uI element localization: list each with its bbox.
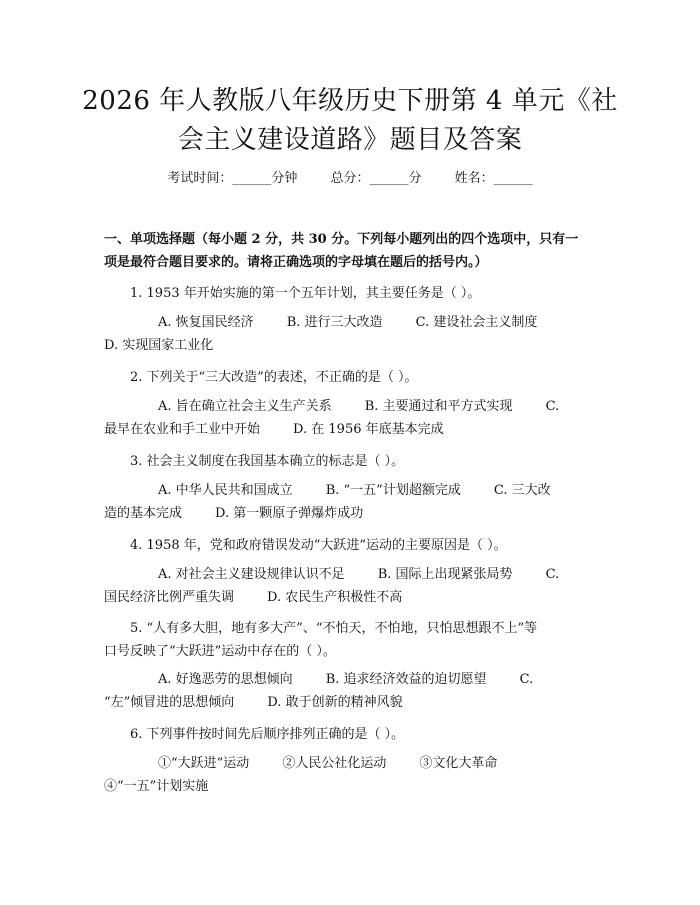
- question-1-options: [104, 311, 600, 357]
- question-2-stem: 2. 下列关于“三大改造”的表述，不正确的是（ ）。: [130, 370, 418, 385]
- question-6-options-line-2: ④“一五”计划实施: [104, 779, 209, 794]
- question-3-options-line-1: A. 中华人民共和国成立 B. “一五”计划超额完成 C. 三大改: [158, 483, 551, 498]
- question-2-options-line-2: 最早在农业和手工业中开始 D. 在 1956 年底基本完成: [104, 422, 444, 437]
- page-title: [70, 82, 630, 160]
- question-6-options: [104, 752, 600, 798]
- question-3-options-line-2: 造的基本完成 D. 第一颗原子弹爆炸成功: [104, 506, 364, 521]
- question-2-options: [104, 395, 600, 441]
- title-line-2: 会主义建设道路》题目及答案: [177, 125, 523, 155]
- total-score-field: 总分：______分: [330, 171, 422, 186]
- question-6-options-line-1: ①“大跃进”运动 ②人民公社化运动 ③文化大革命: [158, 756, 498, 771]
- question-4-options-line-1: A. 对社会主义建设规律认识不足 B. 国际上出现紧张局势 C.: [158, 567, 560, 582]
- section-heading-line-2: 项是最符合题目要求的。请将正确选项的字母填在题后的括号内。）: [104, 255, 488, 270]
- title-line-1: 2026 年人教版八年级历史下册第 4 单元《社: [82, 86, 618, 116]
- question-3-options: [104, 479, 600, 525]
- question-4-options-line-2: 国民经济比例严重失调 D. 农民生产积极性不高: [104, 590, 403, 605]
- question-3-stem: 3. 社会主义制度在我国基本确立的标志是（ ）。: [130, 454, 405, 469]
- question-2-options-line-1: A. 旨在确立社会主义生产关系 B. 主要通过和平方式实现 C.: [158, 399, 560, 414]
- question-6-stem: 6. 下列事件按时间先后顺序排列正确的是（ ）。: [130, 727, 405, 742]
- exam-time-field: 考试时间：______分钟: [167, 171, 298, 186]
- section-heading-line-1: 一、单项选择题（每小题 2 分，共 30 分。下列每小题列出的四个选项中，只有一: [104, 232, 579, 247]
- question-5-stem-line-2: 口号反映了“大跃进”运动中存在的（ ）。: [104, 644, 336, 659]
- question-5-options: [104, 668, 600, 714]
- question-4-stem: 4. 1958 年，党和政府错误发动“大跃进”运动的主要原因是（ ）。: [130, 538, 507, 553]
- section-heading: [104, 228, 598, 274]
- question-5-stem: 5. “人有多大胆，地有多大产”、“不怕天，不怕地，只怕思想跟不上”等: [130, 621, 538, 636]
- student-name-field: 姓名：______: [454, 171, 533, 186]
- exam-meta: [0, 170, 700, 188]
- question-1-options-line-1: A. 恢复国民经济 B. 进行三大改造 C. 建设社会主义制度: [158, 315, 538, 330]
- question-1-options-line-2: D. 实现国家工业化: [104, 338, 214, 353]
- question-5-options-line-2: “左”倾冒进的思想倾向 D. 敢于创新的精神风貌: [104, 695, 403, 710]
- question-1-stem: 1. 1953 年开始实施的第一个五年计划，其主要任务是（ ）。: [130, 286, 481, 301]
- question-5-options-line-1: A. 好逸恶劳的思想倾向 B. 追求经济效益的迫切愿望 C.: [158, 672, 534, 687]
- question-4-options: [104, 563, 600, 609]
